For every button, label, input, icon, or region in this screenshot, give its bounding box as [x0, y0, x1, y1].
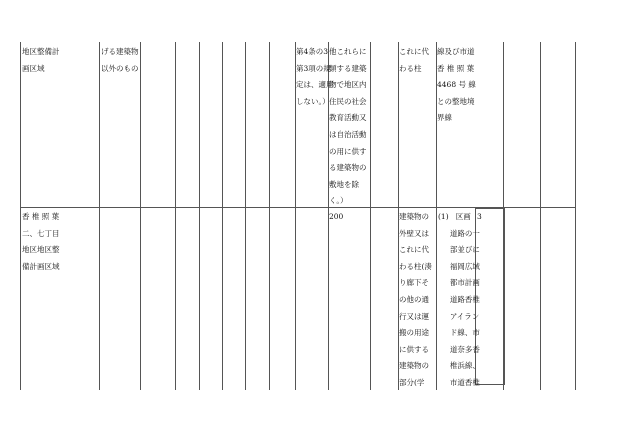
column-divider — [222, 42, 223, 390]
column-divider — [540, 42, 541, 390]
row1-exception-note: 他これらに 類する建築 物で地区内 住民の社会 教育活動又 は自治活動 の用に供す る建築物の 敷地を除 く。） — [329, 47, 367, 206]
row2-wall-note: 建築物の 外壁又は これに代 わる柱(湊 り廊下そ の他の通 行又は運 搬の用途 に供する 建築物の 部分(学 — [399, 212, 432, 387]
row1-building-condition: げる建築物 以外のもの — [101, 47, 139, 73]
column-divider — [269, 42, 270, 390]
column-divider — [245, 42, 246, 390]
column-divider — [199, 42, 200, 390]
column-divider — [99, 42, 100, 390]
column-divider — [575, 42, 576, 390]
row1-article-note: 第4条の3 第3項の規 定は、適用 しない。） — [296, 47, 334, 106]
column-divider — [175, 42, 176, 390]
row2-road-note: (1) 区画 道路の一 部並びに 福岡広域 都市計画 道路香椎 アイラン ド線、市 道奈多香 椎浜線、 市道香椎 — [438, 212, 480, 387]
column-divider — [140, 42, 141, 390]
row2-zone-name: 香 椎 照 葉 二、七丁目 地区地区整 備計画区域 — [22, 212, 60, 271]
table-border-left — [20, 42, 21, 390]
row1-boundary-note: 線及び市道 香 椎 照 葉 4468 号 線 との整地境 界線 — [437, 47, 476, 123]
row1-zone-name: 地区整備計 画区域 — [22, 47, 60, 73]
row2-value: 200 — [329, 212, 344, 221]
column-divider — [370, 42, 371, 390]
row1-wall-note: これに代 わる柱 — [399, 47, 429, 73]
row2-sub-number: 3 — [477, 212, 482, 221]
